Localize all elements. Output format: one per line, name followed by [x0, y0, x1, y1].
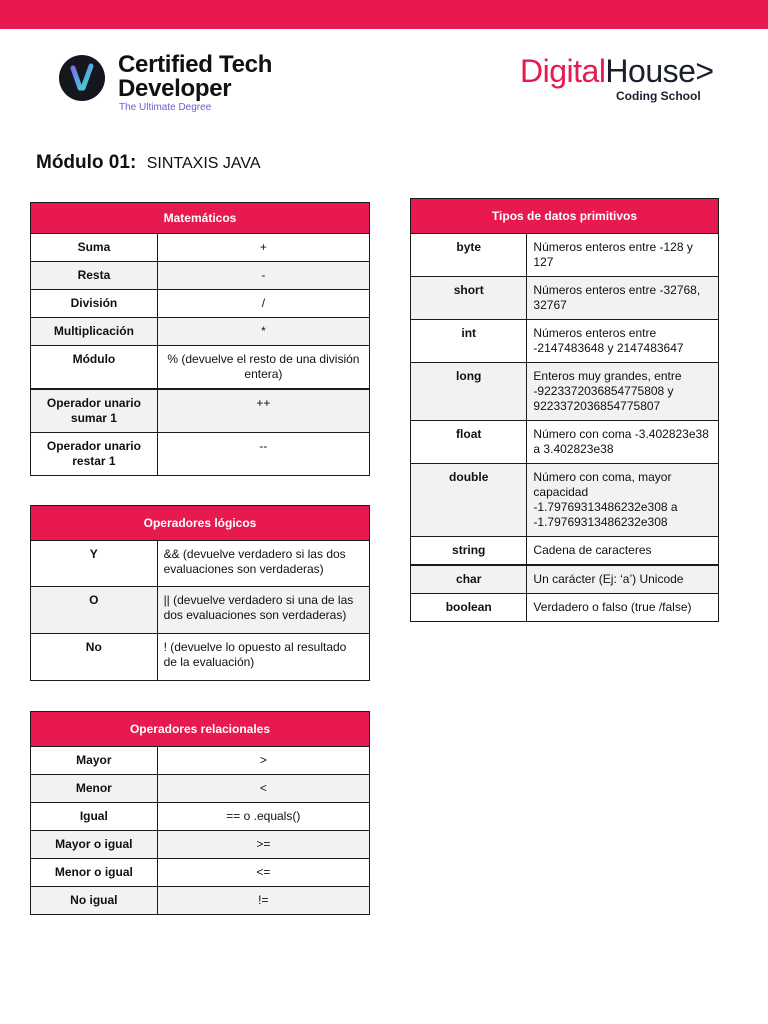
table-key: División	[31, 290, 158, 318]
table-key: Y	[31, 541, 158, 587]
table-header: Operadores relacionales	[31, 712, 370, 747]
table-value: Números enteros entre -128 y 127	[527, 234, 719, 277]
table-key: Multiplicación	[31, 318, 158, 346]
table-value: !=	[157, 887, 369, 915]
ctd-logo-icon	[59, 55, 105, 101]
digital-house-logo	[520, 54, 740, 104]
table-key: No	[31, 634, 158, 681]
table-header: Operadores lógicos	[31, 506, 370, 541]
table-key: string	[411, 537, 527, 566]
table-key: long	[411, 363, 527, 421]
ctd-logo-line2: Developer	[118, 75, 232, 102]
table-value: || (devuelve verdadero si una de las dos evaluaciones son verdaderas)	[157, 587, 369, 634]
table-value: /	[157, 290, 369, 318]
table-value: ! (devuelve lo opuesto al resultado de la evaluación)	[157, 634, 369, 681]
ctd-logo-title	[118, 53, 272, 101]
dh-logo-house: House	[605, 53, 696, 89]
table-operadores-relacionales	[30, 711, 370, 915]
page-title	[36, 152, 261, 174]
table-key: Suma	[31, 234, 158, 262]
table-key: Operador unario restar 1	[31, 433, 158, 476]
table-value: Números enteros entre -32768, 32767	[527, 277, 719, 320]
dh-logo-wordmark	[520, 54, 714, 88]
module-label: Módulo 01:	[36, 152, 137, 173]
dh-logo-arrow-icon: >	[695, 53, 714, 89]
table-value: Número con coma, mayor capacidad -1.79769313486232e308 a -1.79769313486232e308	[527, 464, 719, 537]
table-value: Número con coma -3.402823e38 a 3.402823e38	[527, 421, 719, 464]
table-value: Un carácter (Ej: ‘a’) Unicode	[527, 565, 719, 594]
dh-logo-subtitle: Coding School	[616, 89, 701, 103]
table-key: Mayor o igual	[31, 831, 158, 859]
table-value: <	[157, 775, 369, 803]
table-key: Menor o igual	[31, 859, 158, 887]
table-value: >=	[157, 831, 369, 859]
table-value: Enteros muy grandes, entre -9223372036854775808 y 9223372036854775807	[527, 363, 719, 421]
dh-logo-digital: Digital	[520, 53, 606, 89]
table-key: boolean	[411, 594, 527, 622]
table-operadores-logicos	[30, 505, 370, 681]
table-value: Verdadero o falso (true /false)	[527, 594, 719, 622]
table-header: Matemáticos	[31, 203, 370, 234]
table-value: Números enteros entre -2147483648 y 2147483647	[527, 320, 719, 363]
table-key: Operador unario sumar 1	[31, 389, 158, 433]
table-value: >	[157, 747, 369, 775]
ctd-logo-tagline: The Ultimate Degree	[119, 102, 212, 113]
table-value: == o .equals()	[157, 803, 369, 831]
table-key: Menor	[31, 775, 158, 803]
table-header: Tipos de datos primitivos	[411, 199, 719, 234]
table-key: No igual	[31, 887, 158, 915]
top-accent-bar	[0, 0, 768, 29]
table-tipos-primitivos	[410, 198, 719, 622]
table-value: Cadena de caracteres	[527, 537, 719, 566]
table-key: float	[411, 421, 527, 464]
table-key: Mayor	[31, 747, 158, 775]
table-key: byte	[411, 234, 527, 277]
table-value: % (devuelve el resto de una división entera)	[157, 346, 369, 390]
table-key: Igual	[31, 803, 158, 831]
table-value: <=	[157, 859, 369, 887]
table-value: && (devuelve verdadero si las dos evaluaciones son verdaderas)	[157, 541, 369, 587]
table-key: char	[411, 565, 527, 594]
module-title: SINTAXIS JAVA	[146, 155, 261, 172]
table-value: ++	[157, 389, 369, 433]
table-value: -	[157, 262, 369, 290]
table-key: double	[411, 464, 527, 537]
table-key: int	[411, 320, 527, 363]
table-key: O	[31, 587, 158, 634]
table-value: --	[157, 433, 369, 476]
table-value: *	[157, 318, 369, 346]
ctd-logo-line1: Certified Tech	[118, 51, 273, 78]
table-key: Resta	[31, 262, 158, 290]
table-key: short	[411, 277, 527, 320]
table-matematicos	[30, 202, 370, 476]
table-value: +	[157, 234, 369, 262]
table-key: Módulo	[31, 346, 158, 390]
